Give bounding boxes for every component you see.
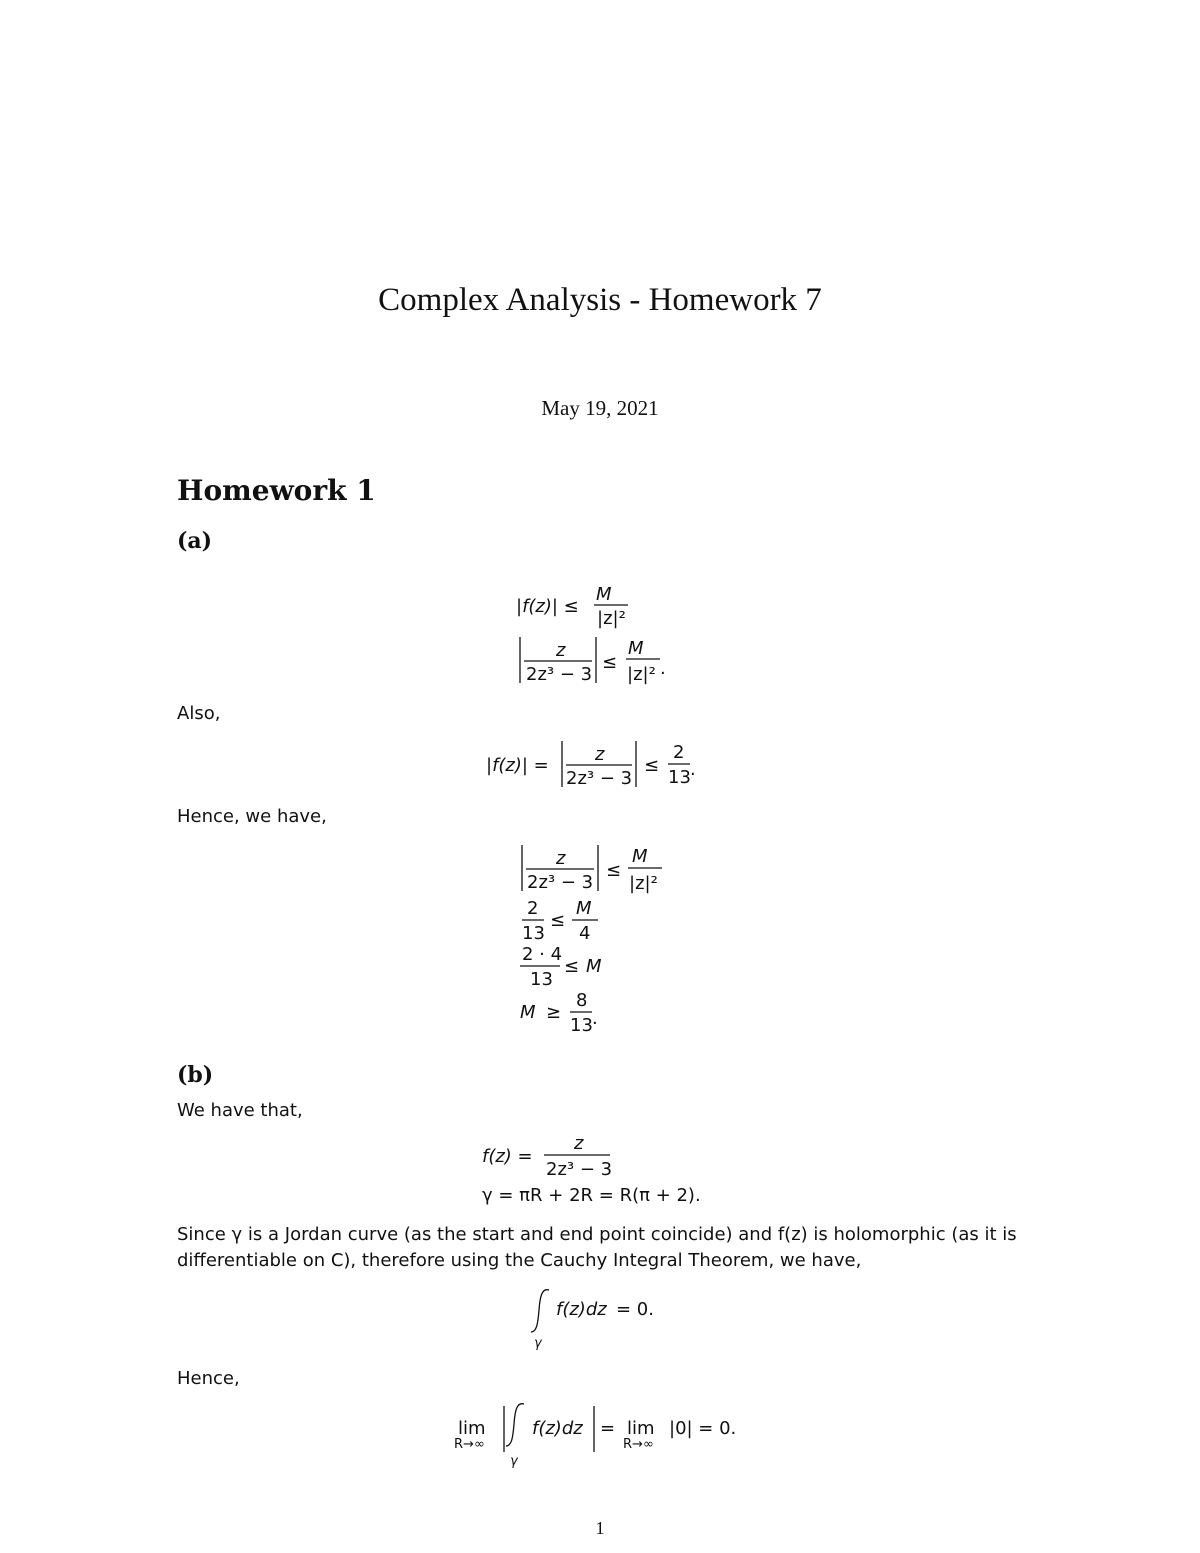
document-title: Complex Analysis - Homework 7 [378,282,822,318]
page-number: 1 [595,1518,605,1538]
svg-text:f(z)dz: f(z)dz [556,1299,607,1320]
svg-text:2z³ − 3: 2z³ − 3 [526,664,593,685]
text-since: Since γ is a Jordan curve (as the start and end point coincide) and f(z) is holomorphic (as it is differentiable on C), therefore using the Cauchy Integral Theorem, we have, [177,1224,1017,1271]
svg-text:|z|²: |z|² [627,664,656,685]
svg-text:.: . [660,658,666,679]
svg-text:lim: lim [627,1418,655,1439]
svg-text:8: 8 [576,990,588,1011]
svg-text:13: 13 [570,1015,593,1036]
svg-text:z: z [556,848,566,869]
svg-text:z: z [574,1133,584,1154]
svg-text:R→∞: R→∞ [623,1437,654,1452]
text-hence-we-have: Hence, we have, [177,806,327,827]
svg-text:M: M [576,898,592,919]
svg-text:13: 13 [522,923,545,944]
svg-text:2z³ − 3: 2z³ − 3 [546,1159,613,1180]
svg-text:4: 4 [579,923,591,944]
section-heading: Homework 1 [177,474,376,507]
text-hence: Hence, [177,1368,240,1389]
svg-text:|z|²: |z|² [629,873,658,894]
svg-text:|0| = 0.: |0| = 0. [669,1418,737,1439]
svg-text:M: M [596,584,612,605]
svg-text:13: 13 [530,969,553,990]
svg-text:M: M [520,1002,536,1023]
svg-text:2z³ − 3: 2z³ − 3 [527,872,594,893]
svg-text:M: M [628,638,644,659]
svg-text:lim: lim [458,1418,486,1439]
svg-text:13: 13 [668,767,691,788]
svg-text:=: = [600,1418,616,1439]
svg-text:.: . [690,759,696,780]
svg-text:≤: ≤ [550,910,566,931]
svg-text:γ: γ [534,1336,542,1351]
document-date: May 19, 2021 [541,396,659,420]
part-a-label: (a) [177,528,213,554]
svg-text:|f(z)| ≤: |f(z)| ≤ [516,596,579,617]
svg-text:2 · 4: 2 · 4 [522,944,563,965]
svg-text:z: z [556,640,566,661]
svg-text:≥: ≥ [546,1002,562,1023]
text-we-have-that: We have that, [177,1100,303,1121]
svg-text:f(z) =: f(z) = [482,1146,533,1167]
svg-text:2: 2 [673,742,685,763]
svg-text:2: 2 [527,898,539,919]
svg-text:|f(z)| =: |f(z)| = [486,755,549,776]
svg-text:z: z [595,744,605,765]
part-b-label: (b) [177,1062,214,1088]
svg-text:2z³ − 3: 2z³ − 3 [566,768,633,789]
svg-text:|z|²: |z|² [597,608,626,629]
svg-text:γ: γ [510,1454,518,1469]
svg-text:M: M [586,956,602,977]
text-also: Also, [177,703,221,724]
svg-text:≤: ≤ [564,956,580,977]
svg-text:γ = πR + 2R = R(π + 2).: γ = πR + 2R = R(π + 2). [482,1185,701,1206]
svg-text:≤: ≤ [602,652,618,673]
svg-text:= 0.: = 0. [616,1299,654,1320]
svg-text:R→∞: R→∞ [454,1437,485,1452]
svg-text:≤: ≤ [606,860,622,881]
svg-text:M: M [632,846,648,867]
svg-text:.: . [592,1008,598,1029]
svg-text:f(z)dz: f(z)dz [532,1418,583,1439]
svg-text:≤: ≤ [644,755,660,776]
